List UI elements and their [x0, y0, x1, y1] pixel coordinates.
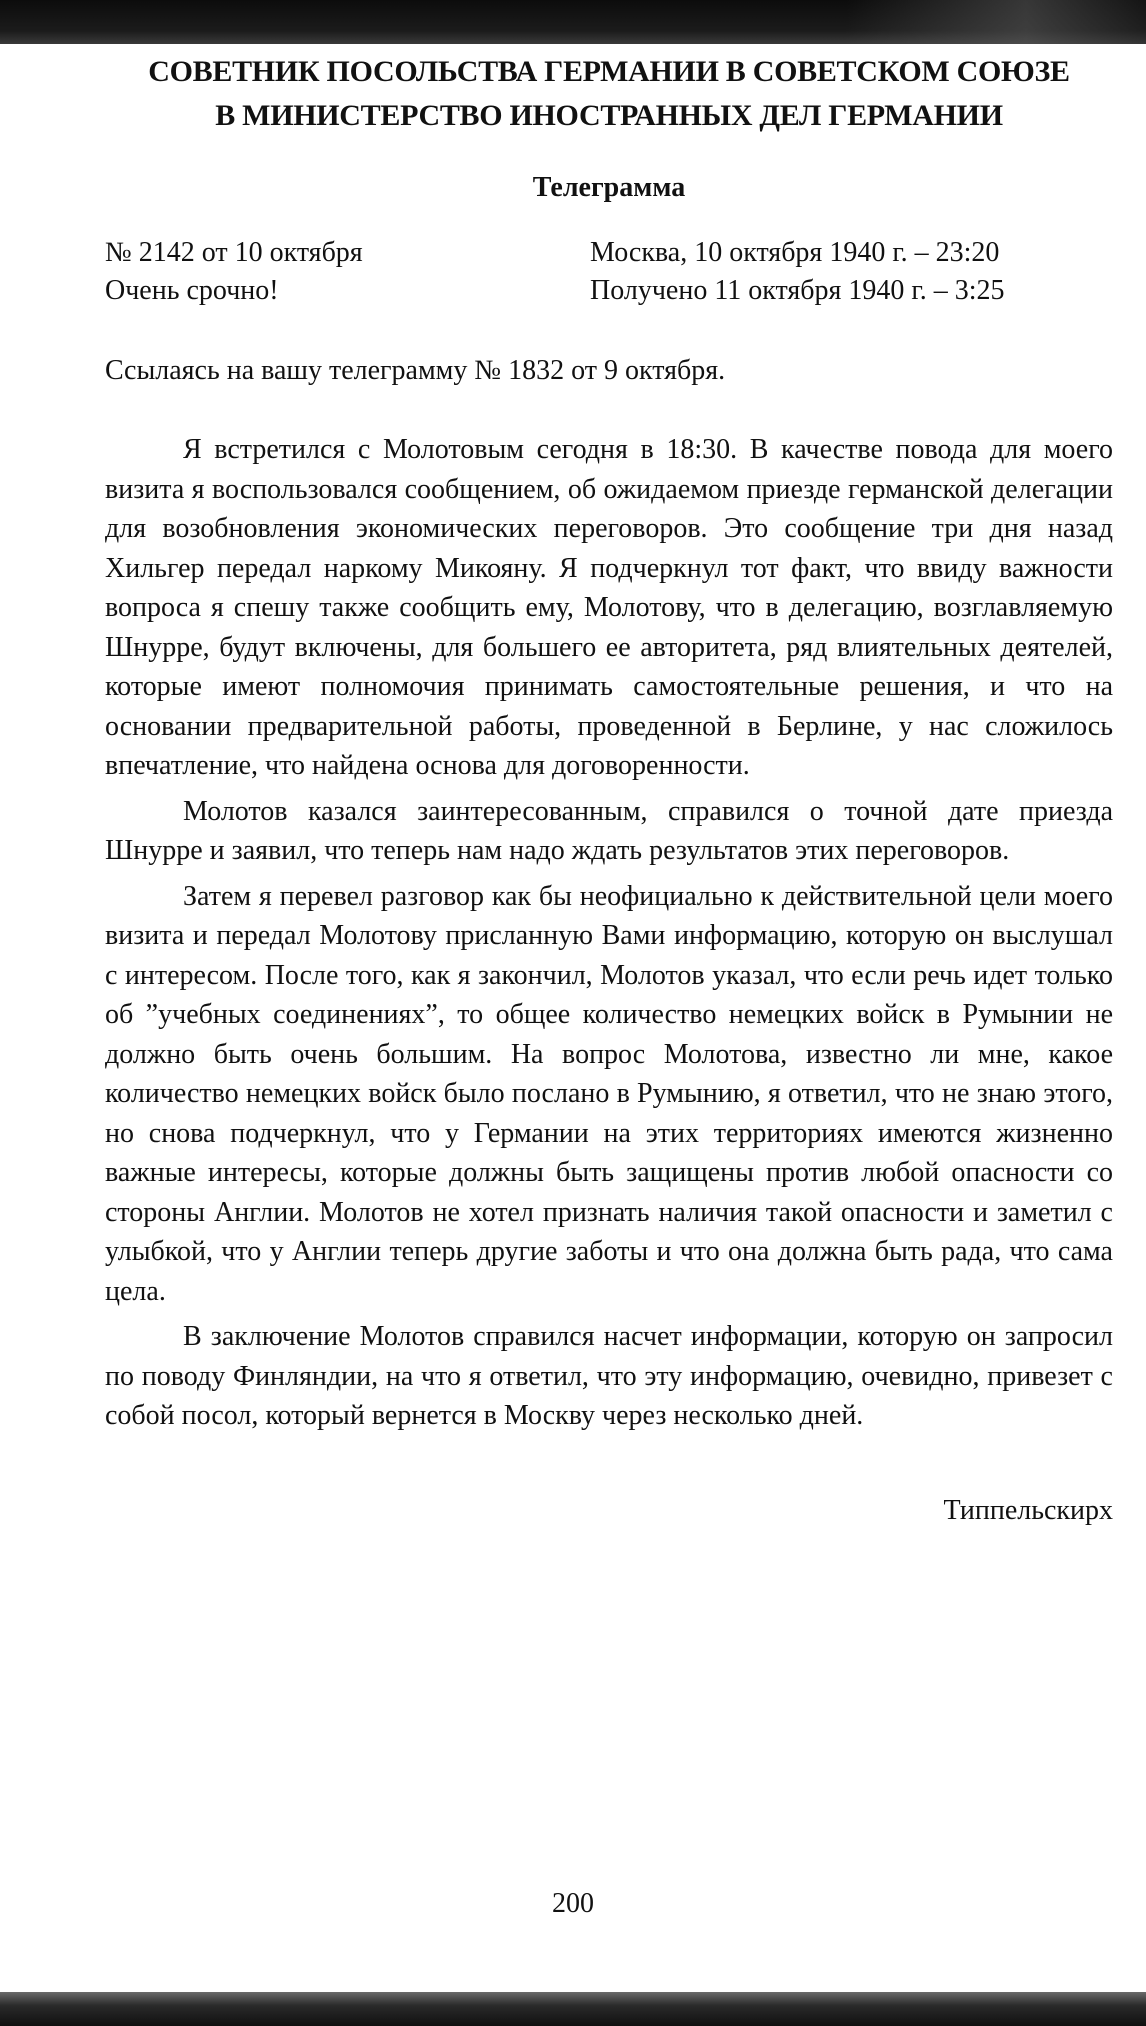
page-number: 200	[552, 1888, 594, 1919]
reference-line: Ссылаясь на вашу телеграмму № 1832 от 9 октября.	[105, 355, 726, 386]
telegram-body	[105, 430, 1113, 1436]
urgency-note: Очень срочно!	[105, 275, 279, 306]
heading-line-2: В МИНИСТЕРСТВО ИНОСТРАННЫХ ДЕЛ ГЕРМАНИИ	[215, 99, 1003, 132]
signature: Типпельскирх	[943, 1494, 1113, 1526]
paragraph-4: В заключение Молотов справился насчет информации, которую он запросил по поводу Финляндии, на что я ответил, что эту информацию, очевидно, привезет с собой посол, который вернется в Москву через несколько дней.	[105, 1321, 1113, 1431]
heading-line-1: СОВЕТНИК ПОСОЛЬСТВА ГЕРМАНИИ В СОВЕТСКОМ СОЮЗЕ	[148, 55, 1070, 88]
paragraph-3: Затем я перевел разговор как бы неофициально к действительной цели моего визита и передал Молотову присланную Вами информацию, которую он выслушал с интересом. После того, как я закончил, Молотов указал, что если речь идет только об ”учебных соединениях”, то общее количество немецких войск в Румынии не должно быть очень большим. На вопрос Молотова, известно ли мне, какое количество немецких войск было послано в Румынию, я ответил, что не знаю этого, но снова подчеркнул, что у Германии на этих территориях имеются жизненно важные интересы, которые должны быть защищены против любой опасности со стороны Англии. Молотов не хотел признать наличия такой опасности и заметил с улыбкой, что у Англии теперь другие заботы и что она должна быть рада, что сама цела.	[105, 880, 1113, 1307]
meta-row-2	[105, 272, 1113, 310]
meta-row-1	[105, 234, 1113, 272]
received-datetime: Получено 11 октября 1940 г. – 3:25	[590, 275, 1005, 306]
telegram-meta	[105, 234, 1113, 310]
document-type: Телеграмма	[532, 172, 686, 203]
telegram-number: № 2142 от 10 октября	[105, 237, 363, 268]
document-heading	[105, 50, 1113, 138]
document-page	[105, 50, 1113, 1530]
paragraph-2: Молотов казался заинтересованным, справился о точной дате приезда Шнурре и заявил, что теперь нам надо ждать результатов этих переговоров.	[105, 795, 1113, 866]
scan-bottom-edge	[0, 1992, 1146, 2026]
scan-top-edge	[0, 0, 1146, 44]
paragraph-1: Я встретился с Молотовым сегодня в 18:30. В качестве повода для моего визита я воспользовался сообщением, об ожидаемом приезде германской делегации для возобновления экономических переговоров. Это сообщение три дня назад Хильгер передал наркому Микояну. Я подчеркнул тот факт, что ввиду важности вопроса я спешу также сообщить ему, Молотову, что в делегацию, возглавляемую Шнурре, будут включены, для большего ее авторитета, ряд влиятельных деятелей, которые имеют полномочия принимать самостоятельные решения, и что на основании предварительной работы, проведенной в Берлине, у нас сложилось впечатление, что найдена основа для договоренности.	[105, 434, 1113, 781]
sent-datetime: Москва, 10 октября 1940 г. – 23:20	[590, 237, 1000, 268]
